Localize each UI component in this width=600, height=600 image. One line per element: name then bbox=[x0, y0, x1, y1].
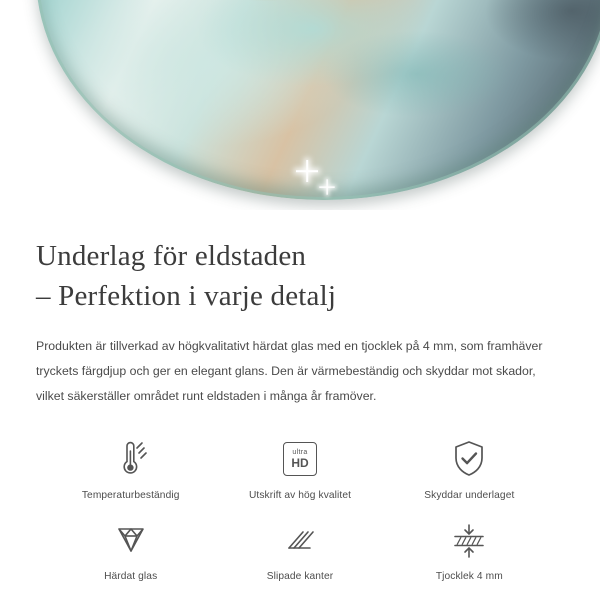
feature-label: Härdat glas bbox=[104, 570, 158, 582]
description-paragraph: Produkten är tillverkad av högkvalitativt härdat glas med en tjocklek på 4 mm, som framhäver tryckets färgdjup och ger en elegant glans. Den är värmebeständig och skyddar mot skador, vilket säkerställer området runt eldstaden i många år framöver. bbox=[36, 339, 543, 404]
shield-check-icon bbox=[449, 436, 489, 482]
feature-label: Temperaturbeständig bbox=[81, 489, 180, 501]
feature-item-temperature bbox=[46, 436, 215, 501]
feature-item-thickness bbox=[385, 517, 554, 582]
feature-grid bbox=[36, 436, 564, 582]
thermometer-icon bbox=[111, 436, 151, 482]
polished-edges-icon bbox=[279, 517, 321, 563]
feature-label: Tjocklek 4 mm bbox=[435, 570, 503, 582]
glass-disc-image bbox=[36, 0, 600, 200]
thickness-icon bbox=[447, 517, 491, 563]
diamond-icon bbox=[110, 517, 152, 563]
feature-item-polished-edges bbox=[215, 517, 384, 582]
page-title bbox=[36, 236, 564, 316]
feature-item-surface-protection bbox=[385, 436, 554, 501]
ultra-hd-icon bbox=[283, 436, 317, 482]
page-title-line-2: – Perfektion i varje detalj bbox=[36, 280, 337, 313]
hero-image bbox=[0, 0, 600, 210]
content-section bbox=[0, 236, 600, 582]
feature-label: Slipade kanter bbox=[266, 570, 334, 582]
feature-label: Utskrift av hög kvalitet bbox=[248, 489, 352, 501]
page-title-line-1: Underlag för eldstaden bbox=[36, 240, 307, 272]
feature-item-tempered-glass bbox=[46, 517, 215, 582]
feature-item-print-quality bbox=[215, 436, 384, 501]
feature-label: Skyddar underlaget bbox=[424, 489, 515, 501]
ultra-hd-badge-top: ultra bbox=[292, 448, 308, 456]
ultra-hd-badge-bottom: HD bbox=[291, 455, 309, 470]
